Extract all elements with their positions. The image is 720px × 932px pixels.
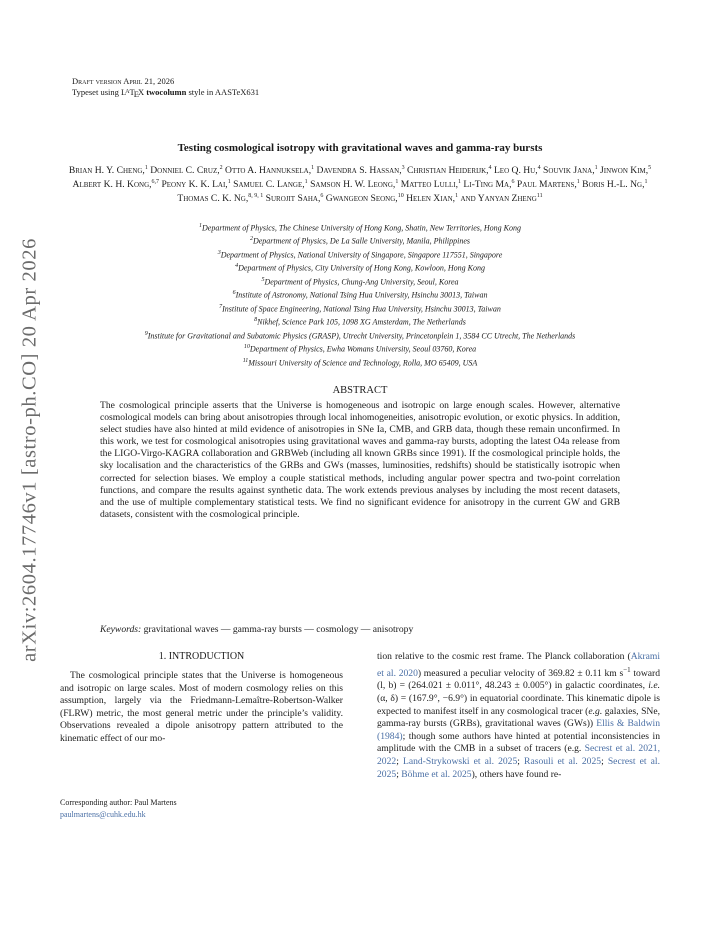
affiliation [56,302,664,315]
draft-version: Draft version April 21, 2026 [72,76,175,86]
affiliation-number: 6 [232,290,236,297]
affiliation-text: Institute of Space Engineering, National Tsing Hua University, Hsinchu 30013, Taiwan [222,304,501,314]
author [310,179,401,190]
author [73,179,162,190]
citation-link[interactable]: Akrami et al. 2020 [377,651,660,679]
citation-link[interactable]: Böhme et al. 2025 [401,768,472,780]
arxiv-id: arXiv:2604.17746v1 [astro-ph.CO] 20 Apr 2026 [18,238,41,662]
author-affil-number: 6,7 [151,178,160,185]
author-affil-number: 1 [311,165,315,171]
author-affil-number: 1 [227,178,231,185]
author [266,193,326,204]
author-name: Peony K. K. Lai, [161,178,228,190]
keywords-label: Keywords: [100,624,142,635]
author [517,179,582,190]
affiliation-text: Department of Physics, City University of Hong Kong, Kowloon, Hong Kong [238,264,485,274]
author-affil-number: 11 [536,192,543,199]
author-name: Samson H. W. Leong, [310,178,396,190]
affiliation-text: Nikhef, Science Park 105, 1098 XG Amsterdam, The Netherlands [257,317,466,327]
author-name: Otto A. Hannuksela, [225,165,312,177]
author [460,193,542,204]
author-affil-number: 1 [644,178,648,185]
affiliation-text: Institute for Gravitational and Subatomic Physics (GRASP), Utrecht University, Princetonplein 1, 3584 CC Utrecht, The Netherlands [147,331,576,341]
affiliation [56,329,664,342]
author-affil-number: 10 [397,192,404,199]
author-name: Surojit Saha, [265,192,321,204]
author-name: Li-Ting Ma, [463,178,512,190]
author-name: Souvik Jana, [543,165,595,177]
abstract-text: The cosmological principle asserts that the Universe is homogeneous and isotropic on large enough scales. However, alternative cosmological models can bring about anisotropies through local inhomogeneities, anisotropic evolution, or exotic physics. In addition, select studies have also hinted at mild evidence of anisotropies in SNe Ia, CMB, and GRB data, though these remain unconfirmed. In this work, we test for cosmological anisotropies using gravitational waves and gamma-ray bursts, adopting the latest O4a release from the LIGO-Virgo-KAGRA collaboration and GRBWeb (including all known GRBs since 1991). If the cosmological principle holds, the sky localisation and the characteristics of the GRBs and GWs (masses, luminosities, redshifts) should be statistically isotropic when corrected for selection biases. We employ a couple statistical methods, including angular power spectra and two-point correlation functions, and compare the results against synthetic data. The work extends previous analyses by including the most recent datasets, and the use of multiple complementary statistical tests. We find no significant evidence for anisotropy in the current GW and GRB datasets, consistent with the cosmological principle. [100,400,620,520]
affiliation-number: 1 [198,223,202,229]
affiliation-number: 7 [219,303,223,310]
affiliation-text: Missouri University of Science and Technology, Rolla, MO 65409, USA [248,358,478,368]
keywords-text: gravitational waves — gamma-ray bursts — cosmology — anisotropy [141,624,414,635]
author-name: and Yanyan Zheng [460,192,537,204]
author-name: Jinwon Kim, [600,165,649,177]
affiliation [56,315,664,328]
affiliation-text: Department of Physics, National University of Singapore, Singapore 117551, Singapore [220,250,503,260]
author-affil-number: 1 [304,178,308,185]
author-affil-number: 3 [401,165,405,171]
author-affil-number: 6 [320,192,324,199]
author-affil-number: 4 [537,165,541,171]
author-affil-number: 1 [455,192,459,199]
author-affil-number: 5 [648,165,652,171]
author-affil-number: 1 [458,178,462,185]
author-name: Brian H. Y. Cheng, [68,165,145,177]
author-name: Thomas C. K. Ng, [177,192,249,204]
author-affil-number: 6 [511,178,515,185]
paper-title: Testing cosmological isotropy with gravitational waves and gamma-ray bursts [177,142,543,154]
author-name: Gwangeon Seong, [325,192,398,204]
affiliation-number: 11 [242,357,249,364]
author-list [58,163,662,204]
author [600,165,651,176]
affiliation [56,275,664,288]
affiliation-text: Institute of Astronomy, National Tsing Hua University, Hsinchu 30013, Taiwan [235,290,488,300]
affiliation-text: Department of Physics, Ewha Womans University, Seoul 03760, Korea [249,344,477,354]
affiliation [56,234,664,247]
affiliation-number: 2 [249,236,253,243]
author [233,179,310,190]
author-name: Christian Heiderijk, [407,165,489,177]
affiliation-number: 4 [235,263,239,270]
affiliation [56,288,664,301]
section-heading: 1. INTRODUCTION [158,651,245,662]
author-name: Davendra S. Hassan, [316,165,402,177]
affiliation-number: 9 [144,330,148,337]
author-affil-number: 4 [488,165,492,171]
citation-link[interactable]: Ellis & Baldwin (1984) [377,718,660,742]
corresponding-email[interactable]: paulmartens@cuhk.edu.hk [60,810,146,819]
author [225,165,317,176]
draft-header [72,76,259,100]
author [407,165,494,176]
corresponding-label: Corresponding author: Paul Martens [60,798,177,807]
author-name: Matteo Lulli, [400,178,459,190]
author [150,165,225,176]
author-affil-number: 1 [576,178,580,185]
arxiv-watermark [8,230,52,670]
author [463,179,516,190]
author [582,179,647,190]
citation-link[interactable]: Rasouli et al. 2025 [524,755,602,767]
typeset-line: Typeset using $L^ATEX$ twocolumn style in AASTeX631 [72,87,260,99]
author [161,179,233,190]
author [317,165,407,176]
author [406,193,460,204]
affiliation-number: 10 [243,344,250,351]
corresponding-author [60,797,343,821]
author-affil-number: 1 [395,178,399,185]
citation-link[interactable]: Secrest et al. 2025 [377,755,660,780]
keywords [100,624,620,635]
author [326,193,406,204]
affiliation [56,356,664,369]
author-name: Leo Q. Hu, [493,165,538,177]
author [69,165,150,176]
author [543,165,600,176]
affiliation [56,342,664,355]
author-affil-number: 8, 9, 1 [248,192,264,199]
author-name: Paul Martens, [516,178,577,190]
affiliation [56,221,664,234]
citation-link[interactable]: Land-Strykowski et al. 2025 [402,755,518,767]
affiliation-text: Department of Physics, De La Salle University, Manila, Philippines [252,237,471,247]
affiliation-text: Department of Physics, Chung-Ang University, Seoul, Korea [264,277,459,287]
abstract-heading: ABSTRACT [332,385,388,396]
citation-link[interactable]: Secrest et al. 2021, 2022 [377,743,660,767]
author-name: Helen Xian, [406,192,456,204]
author-affil-number: 2 [219,165,223,171]
author [401,179,464,190]
author-name: Donniel C. Cruz, [150,165,220,177]
affiliation-number: 8 [254,317,258,324]
author-name: Samuel C. Lange, [233,178,305,190]
affiliation-number: 5 [261,276,265,283]
affiliation-list [56,221,664,369]
intro-right-column: tion relative to the cosmic rest frame. The Planck collaboration (Akrami et al. 2020) measured a peculiar velocity of 369.82 ± 0.11 km $s^{-1}$ toward (l, b) = (264.021 ± 0.011°, 48.243 ± 0.005°) in galactic coordinates, i.e. (α, δ) = (167.9°, −6.9°) in equatorial coordinate. This kinematic dipole is expected to manifest itself in any cosmological tracer (e.g. galaxies, SNe, gamma-ray bursts (GRBs), gravitational waves (GWs)) Ellis & Baldwin (1984); though some authors have hinted at potential inconsistencies in amplitude with the CMB in a subset of tracers (e.g. Secrest et al. 2021, 2022; Land-Strykowski et al. 2025; Rasouli et al. 2025; Secrest et al. 2025; Böhme et al. 2025), others have found re- [377,651,661,780]
author [177,193,265,204]
author [494,165,543,176]
author-affil-number: 1 [594,165,598,171]
affiliation [56,248,664,261]
affiliation [56,261,664,274]
author-affil-number: 1 [144,165,148,171]
intro-left-column: The cosmological principle states that the Universe is homogeneous and isotropic on large scales. Most of modern cosmology relies on this assumption, largely via the Friedmann-Lemaître-Robertson-Walker (FLRW) metric, the most general metric under the principle’s validity. Observations revealed a dipole anisotropy pattern attributed to the kinematic effect of our mo- [60,670,343,744]
author-name: Albert K. H. Kong, [72,178,152,190]
affiliation-text: Department of Physics, The Chinese University of Hong Kong, Shatin, New Territories, Hong Kong [201,223,522,233]
author-name: Boris H.-L. Ng, [582,178,645,190]
affiliation-number: 3 [217,249,221,256]
